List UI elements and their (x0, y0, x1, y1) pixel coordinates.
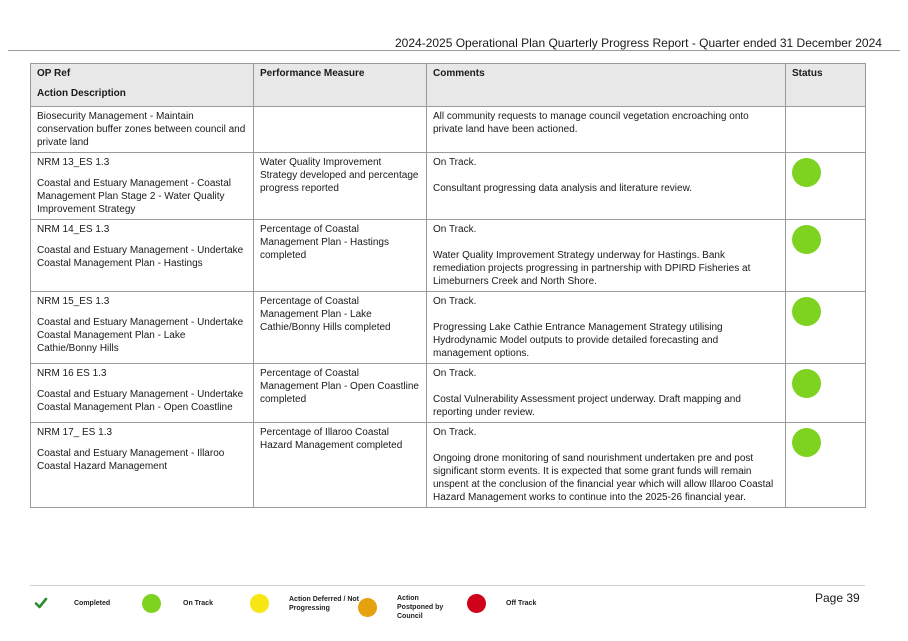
comments-cell (427, 423, 786, 508)
comment-status: On Track. (433, 368, 477, 379)
op-ref-cell (31, 423, 254, 508)
yellow-dot-icon (250, 594, 269, 613)
legend-item-deferred (250, 594, 359, 613)
column-header-status: Status (786, 64, 866, 107)
status-on-track-icon (792, 369, 821, 398)
status-cell (786, 423, 866, 508)
status-cell (786, 220, 866, 292)
comments-cell (427, 292, 786, 364)
status-legend (0, 592, 908, 632)
comments-cell (427, 364, 786, 423)
page-number: Page 39 (815, 591, 860, 605)
legend-label-deferred: Action Deferred / Not Progressing (289, 595, 360, 612)
action-description: Coastal and Estuary Management - Illaroo Coastal Hazard Management (37, 448, 225, 472)
op-ref-cell (31, 292, 254, 364)
column-header-op-ref (31, 64, 254, 107)
table-row (31, 220, 866, 292)
green-dot-icon (142, 594, 161, 613)
performance-measure-cell (254, 292, 427, 364)
op-ref: NRM 14_ES 1.3 (37, 224, 110, 235)
comment-status: On Track. (433, 224, 477, 235)
op-ref-cell (31, 107, 254, 153)
op-ref: NRM 17_ ES 1.3 (37, 427, 113, 438)
comment-detail: Costal Vulnerability Assessment project underway. Draft mapping and reporting under review. (433, 394, 741, 418)
comment-detail: Progressing Lake Cathie Entrance Management Strategy utilising Hydrodynamic Model outputs to provide detailed forecasting and management options. (433, 322, 723, 359)
table-row (31, 107, 866, 153)
performance-measure: Percentage of Coastal Management Plan - Hastings completed (260, 224, 389, 261)
performance-measure-cell (254, 220, 427, 292)
performance-measure: Percentage of Coastal Management Plan - Lake Cathie/Bonny Hills completed (260, 296, 391, 333)
column-header-performance-measure: Performance Measure (254, 64, 427, 107)
action-description: Coastal and Estuary Management - Undertake Coastal Management Plan - Hastings (37, 245, 244, 269)
status-on-track-icon (792, 158, 821, 187)
status-on-track-icon (792, 297, 821, 326)
action-description: Coastal and Estuary Management - Coastal Management Plan Stage 2 - Water Quality Improvement Strategy (37, 178, 231, 215)
comments-cell (427, 107, 786, 153)
action-description: Coastal and Estuary Management - Undertake Coastal Management Plan - Lake Cathie/Bonny Hills (37, 317, 244, 354)
comment-detail: Consultant progressing data analysis and literature review. (433, 183, 693, 194)
status-on-track-icon (792, 428, 821, 457)
header-divider (8, 50, 900, 51)
action-description: Coastal and Estuary Management - Undertake Coastal Management Plan - Open Coastline (37, 389, 244, 413)
status-cell (786, 107, 866, 153)
column-header-comments: Comments (427, 64, 786, 107)
orange-dot-icon (358, 598, 377, 617)
legend-label-off-track: Off Track (506, 600, 537, 607)
comments-cell (427, 153, 786, 220)
status-cell (786, 292, 866, 364)
comment-detail: All community requests to manage council vegetation encroaching onto private land have been actioned. (433, 111, 749, 135)
legend-item-on-track (142, 594, 213, 613)
status-on-track-icon (792, 225, 821, 254)
legend-label-completed: Completed (74, 599, 111, 607)
comment-status: On Track. (433, 296, 477, 307)
comment-status: On Track. (433, 157, 477, 168)
table-row (31, 153, 866, 220)
performance-measure: Percentage of Illaroo Coastal Hazard Management completed (260, 427, 403, 451)
op-ref-cell (31, 364, 254, 423)
table-row (31, 292, 866, 364)
status-cell (786, 364, 866, 423)
footer-divider (30, 585, 865, 586)
action-description: Biosecurity Management - Maintain conservation buffer zones between council and private land (37, 111, 246, 148)
table-header-row (31, 64, 866, 107)
op-ref-cell (31, 153, 254, 220)
legend-item-off-track (467, 594, 536, 613)
comments-cell (427, 220, 786, 292)
legend-item-postponed (358, 594, 451, 621)
report-title: 2024-2025 Operational Plan Quarterly Progress Report - Quarter ended 31 December 2024 (395, 36, 882, 50)
status-cell (786, 153, 866, 220)
table-row (31, 364, 866, 423)
legend-label-postponed: Action Postponed by Council (397, 595, 444, 620)
check-icon (34, 596, 48, 610)
table-row (31, 423, 866, 508)
progress-table (30, 63, 866, 508)
red-dot-icon (467, 594, 486, 613)
legend-label-on-track: On Track (183, 600, 213, 607)
legend-item-completed (34, 596, 110, 610)
op-ref: NRM 15_ES 1.3 (37, 296, 110, 307)
op-ref-cell (31, 220, 254, 292)
performance-measure: Percentage of Coastal Management Plan - Open Coastline completed (260, 368, 419, 405)
performance-measure-cell (254, 107, 427, 153)
op-ref: NRM 16 ES 1.3 (37, 368, 107, 379)
comment-detail: Ongoing drone monitoring of sand nourishment undertaken pre and post significant storm events. It is expected that some grant funds will remain unspent at the conclusion of the financial year which will allow Illaroo Coastal Hazard Management works to continue into the 2025-26 financial year. (433, 453, 774, 503)
performance-measure-cell (254, 423, 427, 508)
column-header-action-description: Action Description (37, 88, 126, 99)
comment-status: On Track. (433, 427, 477, 438)
performance-measure: Water Quality Improvement Strategy developed and percentage progress reported (260, 157, 419, 194)
op-ref: NRM 13_ES 1.3 (37, 157, 110, 168)
performance-measure-cell (254, 364, 427, 423)
comment-detail: Water Quality Improvement Strategy underway for Hastings. Bank remediation projects progressing in partnership with DPIRD Fisheries at Limeburners Creek and North Shore. (433, 250, 751, 287)
performance-measure-cell (254, 153, 427, 220)
column-header-op-ref-label: OP Ref (37, 68, 71, 79)
